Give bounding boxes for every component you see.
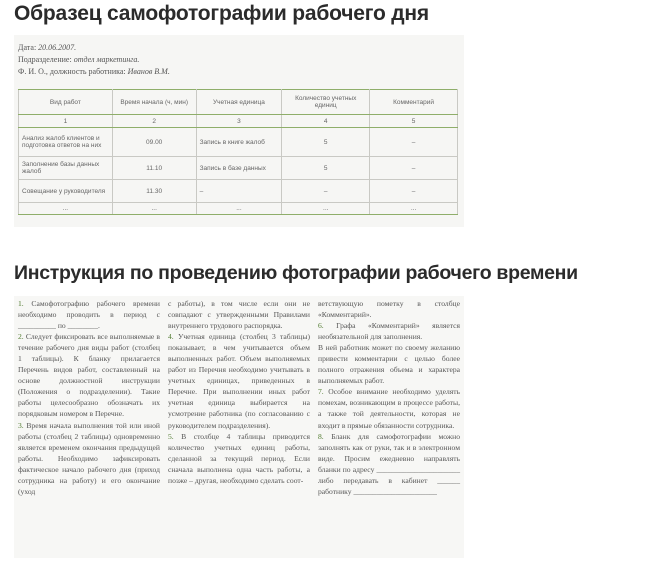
instructions-scan bbox=[14, 296, 464, 558]
table-cell: – bbox=[370, 180, 458, 203]
table-header: Время начала (ч, мин) bbox=[112, 90, 196, 115]
table-cell: – bbox=[196, 180, 282, 203]
column-number: 3 bbox=[196, 115, 282, 128]
page-title: Образец самофотографии рабочего дня bbox=[14, 2, 429, 25]
table-cell: ... bbox=[19, 203, 113, 215]
table-cell: 11.10 bbox=[112, 157, 196, 180]
table-cell: ... bbox=[370, 203, 458, 215]
table-cell: Запись в книге жалоб bbox=[196, 128, 282, 157]
table-cell: Анализ жалоб клиентов и подготовка ответов на них bbox=[19, 128, 113, 157]
table-row bbox=[19, 157, 458, 180]
table-cell: – bbox=[282, 180, 370, 203]
instructions-title: Инструкция по проведению фотографии рабочего времени bbox=[14, 262, 578, 284]
instruction-paragraph: 5. В столбце 4 таблицы приводится количество учетных единиц работы, сделанной за текущий период. Если сначала выполнена одна часть работы, а позже – другая, необходимо сделать соот- bbox=[168, 431, 310, 485]
worklog-table bbox=[18, 89, 458, 215]
table-cell: ... bbox=[282, 203, 370, 215]
instruction-paragraph: 8. Бланк для самофотографии можно заполнять как от руки, так и в электронном виде. Просим ежедневно направлять бланки по адресу ______________________ либо передавать в кабинет ______ работнику ______________________ bbox=[318, 431, 460, 496]
instruction-paragraph: В ней работник может по своему желанию привести комментарии с целью более полного отражения объема и характера выполняемых работ. bbox=[318, 343, 460, 386]
instructions-column-3 bbox=[318, 298, 460, 497]
instruction-paragraph: 1. Самофотографию рабочего времени необходимо проводить в период с __________ по ________. bbox=[18, 299, 160, 331]
meta-date: Дата: 20.06.2007. bbox=[18, 43, 77, 52]
table-cell: – bbox=[370, 157, 458, 180]
instructions-column-2 bbox=[168, 298, 310, 486]
meta-department: Подразделение: отдел маркетинга. bbox=[18, 55, 140, 64]
meta-employee: Ф. И. О., должность работника: Иванов В.М. bbox=[18, 67, 170, 76]
table-header: Вид работ bbox=[19, 90, 113, 115]
sample-form-scan bbox=[14, 35, 464, 227]
column-number: 5 bbox=[370, 115, 458, 128]
column-number: 2 bbox=[112, 115, 196, 128]
table-header-row bbox=[19, 90, 458, 115]
table-cell: 5 bbox=[282, 128, 370, 157]
instructions-column-1 bbox=[18, 298, 160, 497]
column-number: 1 bbox=[19, 115, 113, 128]
instruction-paragraph: 2. Следует фиксировать все выполняемые в течение рабочего дня виды работ (столбец 1 таблицы). К бланку прилагается Перечень видов работ, составленный на основе должностной инструкции (Положения о подразделении). Такие работы целесообразно обозначать их порядковым номером в Перечне. bbox=[18, 332, 161, 419]
table-row bbox=[19, 203, 458, 215]
table-cell: 09.00 bbox=[112, 128, 196, 157]
table-row bbox=[19, 180, 458, 203]
instruction-paragraph: 7. Особое внимание необходимо уделять помехам, возникающим в процессе работы, а также той деятельности, которая не входит в прямые обязанности сотрудника. bbox=[318, 387, 461, 430]
instruction-paragraph: с работы), в том числе если они не совпадают с утвержденными Правилами внутреннего трудового распорядка. bbox=[168, 299, 310, 331]
column-number: 4 bbox=[282, 115, 370, 128]
instruction-paragraph: 3. Время начала выполнения той или иной работы (столбец 2 таблицы) одновременно является временем окончания предыдущей работы. Необходимо зафиксировать фактическое начало рабочего дня (приход сотрудника на работу) и его окончание (уход bbox=[18, 420, 160, 496]
table-cell: Заполнение базы данных жалоб bbox=[19, 157, 113, 180]
table-cell: ... bbox=[196, 203, 282, 215]
table-cell: Запись в базе данных bbox=[196, 157, 282, 180]
table-cell: 11.30 bbox=[112, 180, 196, 203]
table-cell: 5 bbox=[282, 157, 370, 180]
instruction-paragraph: 6. Графа «Комментарий» является необязательной для заполнения. bbox=[318, 321, 460, 342]
table-cell: – bbox=[370, 128, 458, 157]
table-header: Количество учетных единиц bbox=[282, 90, 370, 115]
table-row bbox=[19, 128, 458, 157]
instruction-paragraph: ветствующую пометку в столбце «Комментарий». bbox=[318, 299, 460, 320]
instruction-paragraph: 4. Учетная единица (столбец 3 таблицы) показывает, в чем учитывается объем выполненных работ. Объем выполняемых работ из Перечня необходимо учитывать в учетных единицах, приведенных в Перечне. При выполнении иных работ учетная единица выбирается на усмотрение работника (по согласованию с руководителем подразделения). bbox=[168, 332, 310, 430]
table-cell: Совещание у руководителя bbox=[19, 180, 113, 203]
table-header: Комментарий bbox=[370, 90, 458, 115]
table-cell: ... bbox=[112, 203, 196, 215]
table-header: Учетная единица bbox=[196, 90, 282, 115]
table-number-row bbox=[19, 115, 458, 128]
